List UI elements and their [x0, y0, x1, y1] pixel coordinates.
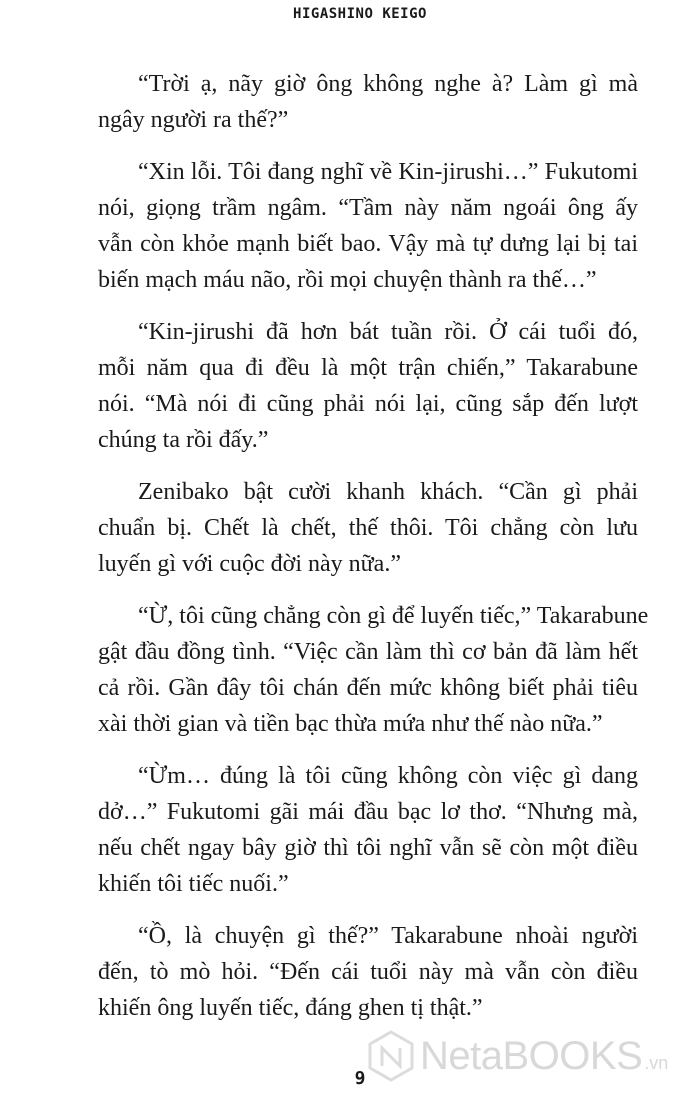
- text-line: “Ừm… đúng là tôi cũng không còn việc gì dang: [138, 763, 638, 789]
- text-line: Zenibako bật cười khanh khách. “Cần gì phải: [138, 479, 638, 505]
- text-line: “Trời ạ, nãy giờ ông không nghe à? Làm gì mà: [138, 71, 638, 97]
- text-line: dở…” Fukutomi gãi mái đầu bạc lơ thơ. “Nhưng mà,: [98, 799, 638, 825]
- text-line: chúng ta rồi đấy.”: [98, 427, 269, 453]
- running-header: HIGASHINO KEIGO: [293, 6, 427, 22]
- text-line: nếu chết ngay bây giờ thì tôi nghĩ vẫn sẽ còn một điều: [98, 835, 638, 861]
- paragraph: [98, 598, 649, 742]
- paragraph: [98, 154, 638, 298]
- paragraph: [98, 758, 638, 902]
- watermark-text: NetaBOOKS: [420, 1033, 643, 1078]
- text-line: cả rồi. Gần đây tôi chán đến mức không biết phải tiêu: [98, 675, 638, 701]
- text-line: “Xin lỗi. Tôi đang nghĩ về Kin-jirushi…” Fukutomi: [138, 159, 638, 185]
- paragraph: [98, 474, 638, 582]
- text-line: gật đầu đồng tình. “Việc cần làm thì cơ bản đã làm hết: [98, 639, 638, 665]
- text-line: ngây người ra thế?”: [98, 107, 289, 133]
- watermark-suffix: .vn: [644, 1052, 669, 1073]
- text-line: luyến gì với cuộc đời này nữa.”: [98, 551, 401, 577]
- paragraph: [98, 918, 638, 1026]
- text-line: biến mạch máu não, rồi mọi chuyện thành ra thế…”: [98, 267, 597, 293]
- page-body: [98, 66, 649, 1042]
- text-line: “Ừ, tôi cũng chẳng còn gì để luyến tiếc,” Takarabune: [138, 603, 649, 629]
- watermark: [368, 1030, 668, 1082]
- text-line: “Kin-jirushi đã hơn bát tuần rồi. Ở cái tuổi đó,: [138, 319, 638, 345]
- text-line: nói. “Mà nói đi cũng phải nói lại, cũng sắp đến lượt: [98, 391, 638, 417]
- netabooks-logo-icon: [368, 1030, 414, 1082]
- text-line: mỗi năm qua đi đều là một trận chiến,” Takarabune: [98, 355, 638, 381]
- text-line: “Ồ, là chuyện gì thế?” Takarabune nhoài người: [138, 923, 638, 949]
- text-line: xài thời gian và tiền bạc thừa mứa như thế nào nữa.”: [98, 711, 603, 737]
- paragraph: [98, 314, 638, 458]
- text-line: đến, tò mò hỏi. “Đến cái tuổi này mà vẫn còn điều: [98, 959, 638, 985]
- text-line: nói, giọng trầm ngâm. “Tầm này năm ngoái ông ấy: [98, 195, 638, 221]
- text-line: chuẩn bị. Chết là chết, thế thôi. Tôi chẳng còn lưu: [98, 515, 638, 541]
- page-number: 9: [354, 1068, 366, 1089]
- text-line: vẫn còn khỏe mạnh biết bao. Vậy mà tự dưng lại bị tai: [98, 231, 638, 257]
- paragraph: [98, 66, 638, 138]
- text-line: khiến ông luyến tiếc, đáng ghen tị thật.”: [98, 995, 483, 1021]
- text-line: khiến tôi tiếc nuối.”: [98, 871, 289, 897]
